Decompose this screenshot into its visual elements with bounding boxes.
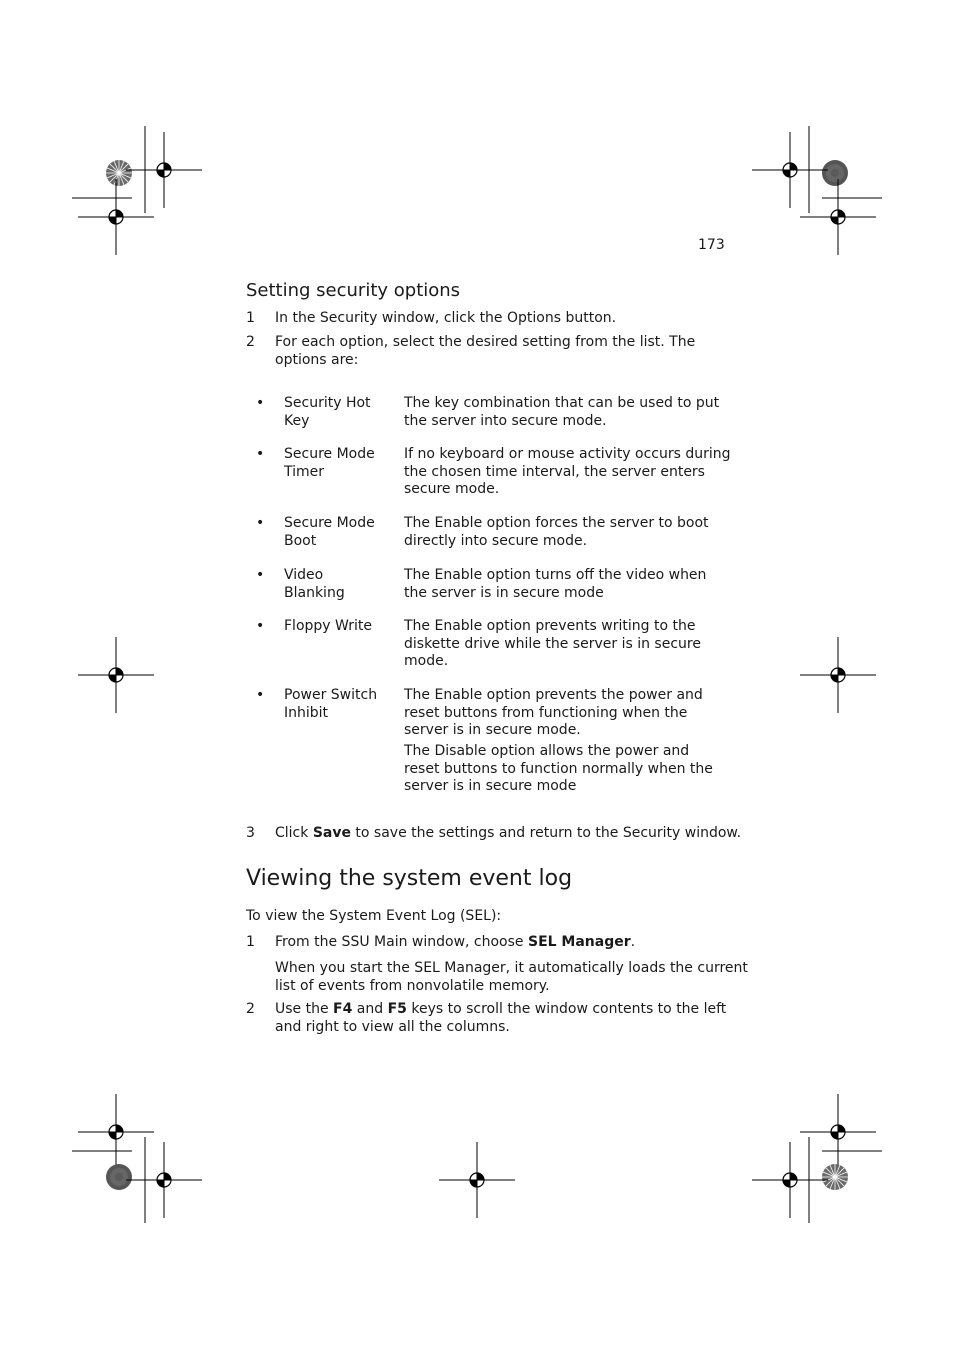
description-line: diskette drive while the server is in secure	[404, 635, 701, 652]
step-text-line	[275, 1001, 726, 1019]
option-name-line: Blanking	[284, 584, 345, 601]
description-line: The Enable option turns off the video when	[404, 567, 707, 583]
description-line: If no keyboard or mouse activity occurs during	[404, 446, 731, 462]
option-description	[404, 567, 706, 602]
option-name	[284, 618, 372, 636]
text-segment: to save the settings and return to the Security window.	[350, 825, 742, 841]
step-text-line: options are:	[275, 351, 359, 368]
bold-keyword: F4	[333, 1001, 353, 1017]
step-text	[275, 334, 695, 369]
section-heading-event-log: Viewing the system event log	[246, 866, 573, 891]
step-text-line: For each option, select the desired setting from the list. The	[275, 334, 696, 350]
bullet: •	[256, 618, 265, 634]
option-description	[404, 515, 709, 550]
description-line: directly into secure mode.	[404, 532, 588, 549]
step-text	[275, 934, 635, 952]
step-number: 2	[246, 1001, 255, 1017]
description-line: the server is in secure mode	[404, 584, 604, 601]
option-name-line: Inhibit	[284, 704, 329, 721]
description-line: the server into secure mode.	[404, 412, 607, 429]
description-line: The Disable option allows the power and	[404, 743, 690, 759]
description-line: the chosen time interval, the server enters	[404, 463, 705, 480]
step-number: 1	[246, 310, 255, 326]
step-text: In the Security window, click the Options button.	[275, 310, 617, 326]
option-name	[284, 395, 371, 430]
description-line: The Enable option prevents writing to the	[404, 618, 696, 634]
bold-keyword: SEL Manager	[527, 934, 631, 950]
option-name-line: Timer	[284, 463, 325, 480]
option-description	[404, 446, 731, 499]
step-note	[275, 960, 748, 995]
description-line: reset buttons from functioning when the	[404, 704, 688, 721]
option-name-line: Key	[284, 412, 310, 429]
bullet: •	[256, 446, 265, 462]
bold-keyword: F5	[387, 1001, 407, 1017]
page-number: 173	[698, 237, 725, 253]
step-text	[275, 825, 741, 843]
step-number: 2	[246, 334, 255, 350]
description-line: server is in secure mode.	[404, 722, 581, 738]
option-name-line: Power Switch	[284, 687, 378, 703]
option-name	[284, 687, 377, 722]
option-name	[284, 567, 345, 602]
option-name-line: Video	[284, 567, 324, 583]
text-segment: keys to scroll the window contents to the left	[406, 1001, 727, 1017]
note-line: list of events from nonvolatile memory.	[275, 977, 550, 994]
text-segment: and	[352, 1001, 388, 1017]
description-line: secure mode.	[404, 481, 500, 497]
text-segment: Use the	[275, 1001, 334, 1017]
intro-text: To view the System Event Log (SEL):	[246, 908, 502, 924]
bullet: •	[256, 395, 265, 411]
bullet: •	[256, 687, 265, 703]
option-description	[404, 618, 701, 671]
description-line: reset buttons to function normally when the	[404, 760, 713, 777]
option-description	[404, 395, 719, 430]
text-segment: From the SSU Main window, choose	[275, 934, 528, 950]
text-segment: Click	[275, 825, 313, 841]
option-name	[284, 515, 375, 550]
option-description	[404, 687, 703, 740]
description-line: server is in secure mode	[404, 778, 577, 794]
option-name-line: Secure Mode	[284, 515, 375, 531]
text-segment: .	[630, 934, 636, 950]
option-description-secondary	[404, 743, 713, 796]
step-text-line: and right to view all the columns.	[275, 1018, 510, 1035]
step-text	[275, 1001, 726, 1036]
option-name	[284, 446, 375, 481]
bullet: •	[256, 567, 265, 583]
bold-keyword: Save	[312, 825, 351, 841]
step-number: 3	[246, 825, 255, 841]
option-name-line: Security Hot	[284, 395, 371, 411]
description-line: The Enable option forces the server to boot	[404, 515, 709, 531]
step-number: 1	[246, 934, 255, 950]
description-line: mode.	[404, 653, 449, 669]
bullet: •	[256, 515, 265, 531]
option-name-line: Secure Mode	[284, 446, 375, 462]
description-line: The Enable option prevents the power and	[404, 687, 703, 703]
option-name-line: Floppy Write	[284, 618, 372, 634]
option-name-line: Boot	[284, 532, 317, 549]
description-line: The key combination that can be used to put	[404, 395, 720, 411]
section-heading-security-options: Setting security options	[246, 280, 461, 301]
note-line: When you start the SEL Manager, it automatically loads the current	[275, 960, 748, 976]
